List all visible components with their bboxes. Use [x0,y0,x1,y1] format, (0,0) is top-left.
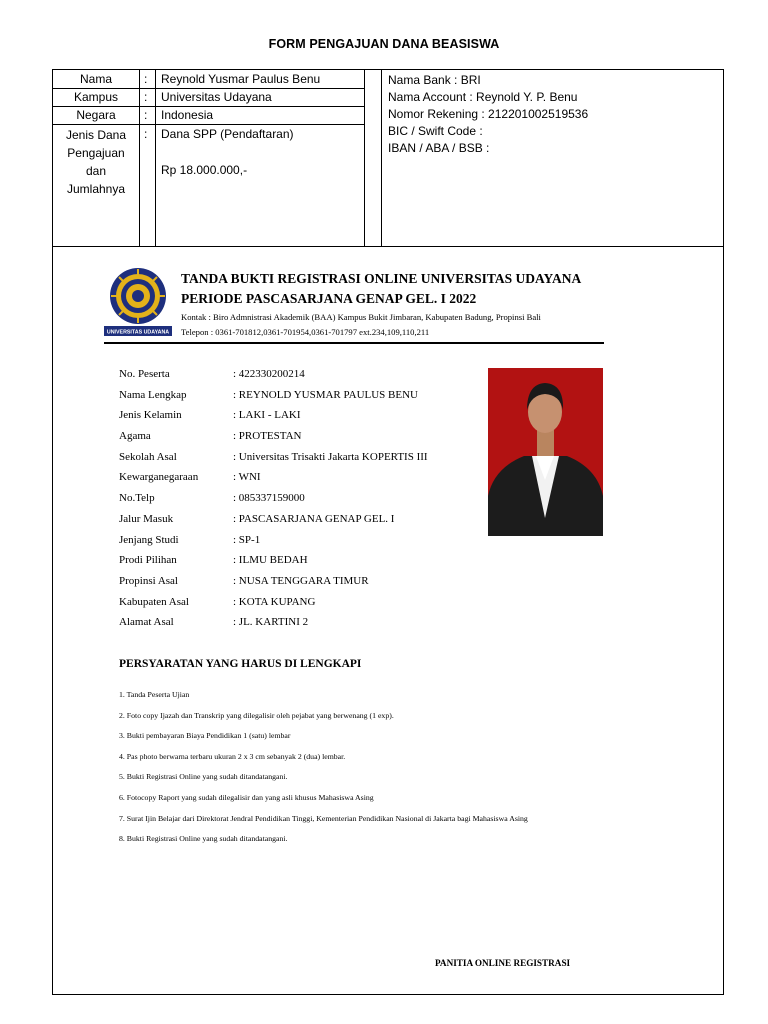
account-number: Nomor Rekening : 212201002519536 [388,107,589,121]
info-label: No. Peserta [119,368,170,380]
logo-text: UNIVERSITAS UDAYANA [106,329,170,336]
info-value: : PASCASARJANA GENAP GEL. I [233,512,395,525]
info-value: : PROTESTAN [233,430,302,443]
value-nama: Reynold Yusmar Paulus Benu [161,72,321,86]
info-value: : WNI [233,471,261,484]
info-value: : 422330200214 [233,368,305,380]
value-kampus: Universitas Udayana [161,90,272,104]
registration-header-period: PERIODE PASCASARJANA GENAP GEL. I 2022 [181,291,477,306]
label-jenis-dana: Jenis Dana Pengajuan dan Jumlahnya [65,128,127,196]
form-frame [52,69,724,995]
list-item: 4. Pas photo berwarna terbaru ukuran 2 x 3 cm sebanyak 2 (dua) lembar. [119,751,346,761]
value-amount: Rp 18.000.000,- [161,163,248,177]
info-label: Prodi Pilihan [119,554,177,567]
info-label: Jenjang Studi [119,533,179,546]
registration-contact: Kontak : Biro Admnistrasi Akademik (BAA) Kampus Bukit Jimbaran, Kabupaten Badung, Propinsi Bali [181,312,541,322]
requirements-title: PERSYARATAN YANG HARUS DI LENGKAPI [119,658,362,670]
bank-name: Nama Bank : BRI [388,73,481,87]
info-value: : REYNOLD YUSMAR PAULUS BENU [233,388,418,401]
label-nama: Nama [79,72,112,86]
swift-code: BIC / Swift Code : [388,124,483,138]
separator: : [144,90,148,104]
label-kampus: Kampus [73,90,119,104]
separator: : [144,72,148,86]
info-value: : 085337159000 [233,492,305,505]
list-item: 1. Tanda Peserta Ujian [119,690,190,699]
info-value: : NUSA TENGGARA TIMUR [233,574,369,587]
university-logo-icon [104,267,172,337]
info-value: : ILMU BEDAH [233,554,308,567]
list-item: 6. Fotocopy Raport yang sudah dilegalisir dan yang asli khusus Mahasiswa Asing [119,792,374,802]
registration-phone: Telepon : 0361-701812,0361-701954,0361-701797 ext.234,109,110,211 [181,327,430,337]
table-row-line [53,124,364,125]
info-label: Agama [119,430,151,443]
info-label: Kabupaten Asal [119,595,189,608]
table-divider [381,70,382,246]
list-item: 7. Surat Ijin Belajar dari Direktorat Jendral Pendidikan Tinggi, Kementerian Pendidikan Nasional di Jakarta bagi Mahasiswa Asing [119,813,528,823]
value-negara: Indonesia [161,108,214,122]
list-item: 2. Foto copy Ijazah dan Transkrip yang dilegalisir oleh pejabat yang berwenang (1 exp). [119,710,394,720]
table-divider [155,70,156,246]
separator: : [144,108,148,122]
info-value: : LAKI - LAKI [233,409,301,422]
info-label: Jenis Kelamin [119,409,182,422]
list-item: 8. Bukti Registrasi Online yang sudah ditandatangani. [119,834,288,844]
info-label: Alamat Asal [119,616,174,629]
info-label: Propinsi Asal [119,574,178,587]
applicant-table [53,70,723,247]
person-photo-icon [488,368,603,536]
label-negara: Negara [76,108,116,122]
form-title: FORM PENGAJUAN DANA BEASISWA [268,37,500,51]
table-divider [364,70,365,246]
bank-info [388,72,588,157]
list-item: 3. Bukti pembayaran Biaya Pendidikan 1 (satu) lembar [119,731,291,741]
info-label: Nama Lengkap [119,388,187,401]
table-divider [139,70,140,246]
separator: : [144,127,148,141]
registration-header-title: TANDA BUKTI REGISTRASI ONLINE UNIVERSITAS UDAYANA [181,271,582,286]
list-item: 5. Bukti Registrasi Online yang sudah ditandatangani. [119,772,288,782]
info-value: : JL. KARTINI 2 [233,616,309,629]
info-label: No.Telp [119,492,155,505]
signature-label: PANITIA ONLINE REGISTRASI [435,958,571,968]
info-value: : SP-1 [233,533,261,546]
registration-document [53,246,723,994]
value-jenis-dana: Dana SPP (Pendaftaran) [161,127,294,141]
info-value: : KOTA KUPANG [233,595,316,608]
info-label: Kewarganegaraan [119,471,199,484]
info-label: Sekolah Asal [119,450,177,463]
account-name: Nama Account : Reynold Y. P. Benu [388,90,578,104]
info-label: Jalur Masuk [119,512,174,525]
info-value: : Universitas Trisakti Jakarta KOPERTIS III [233,450,428,463]
requirements-list [119,690,528,855]
iban-code: IBAN / ABA / BSB : [388,141,490,155]
header-divider [104,342,604,344]
participant-photo [488,368,603,536]
